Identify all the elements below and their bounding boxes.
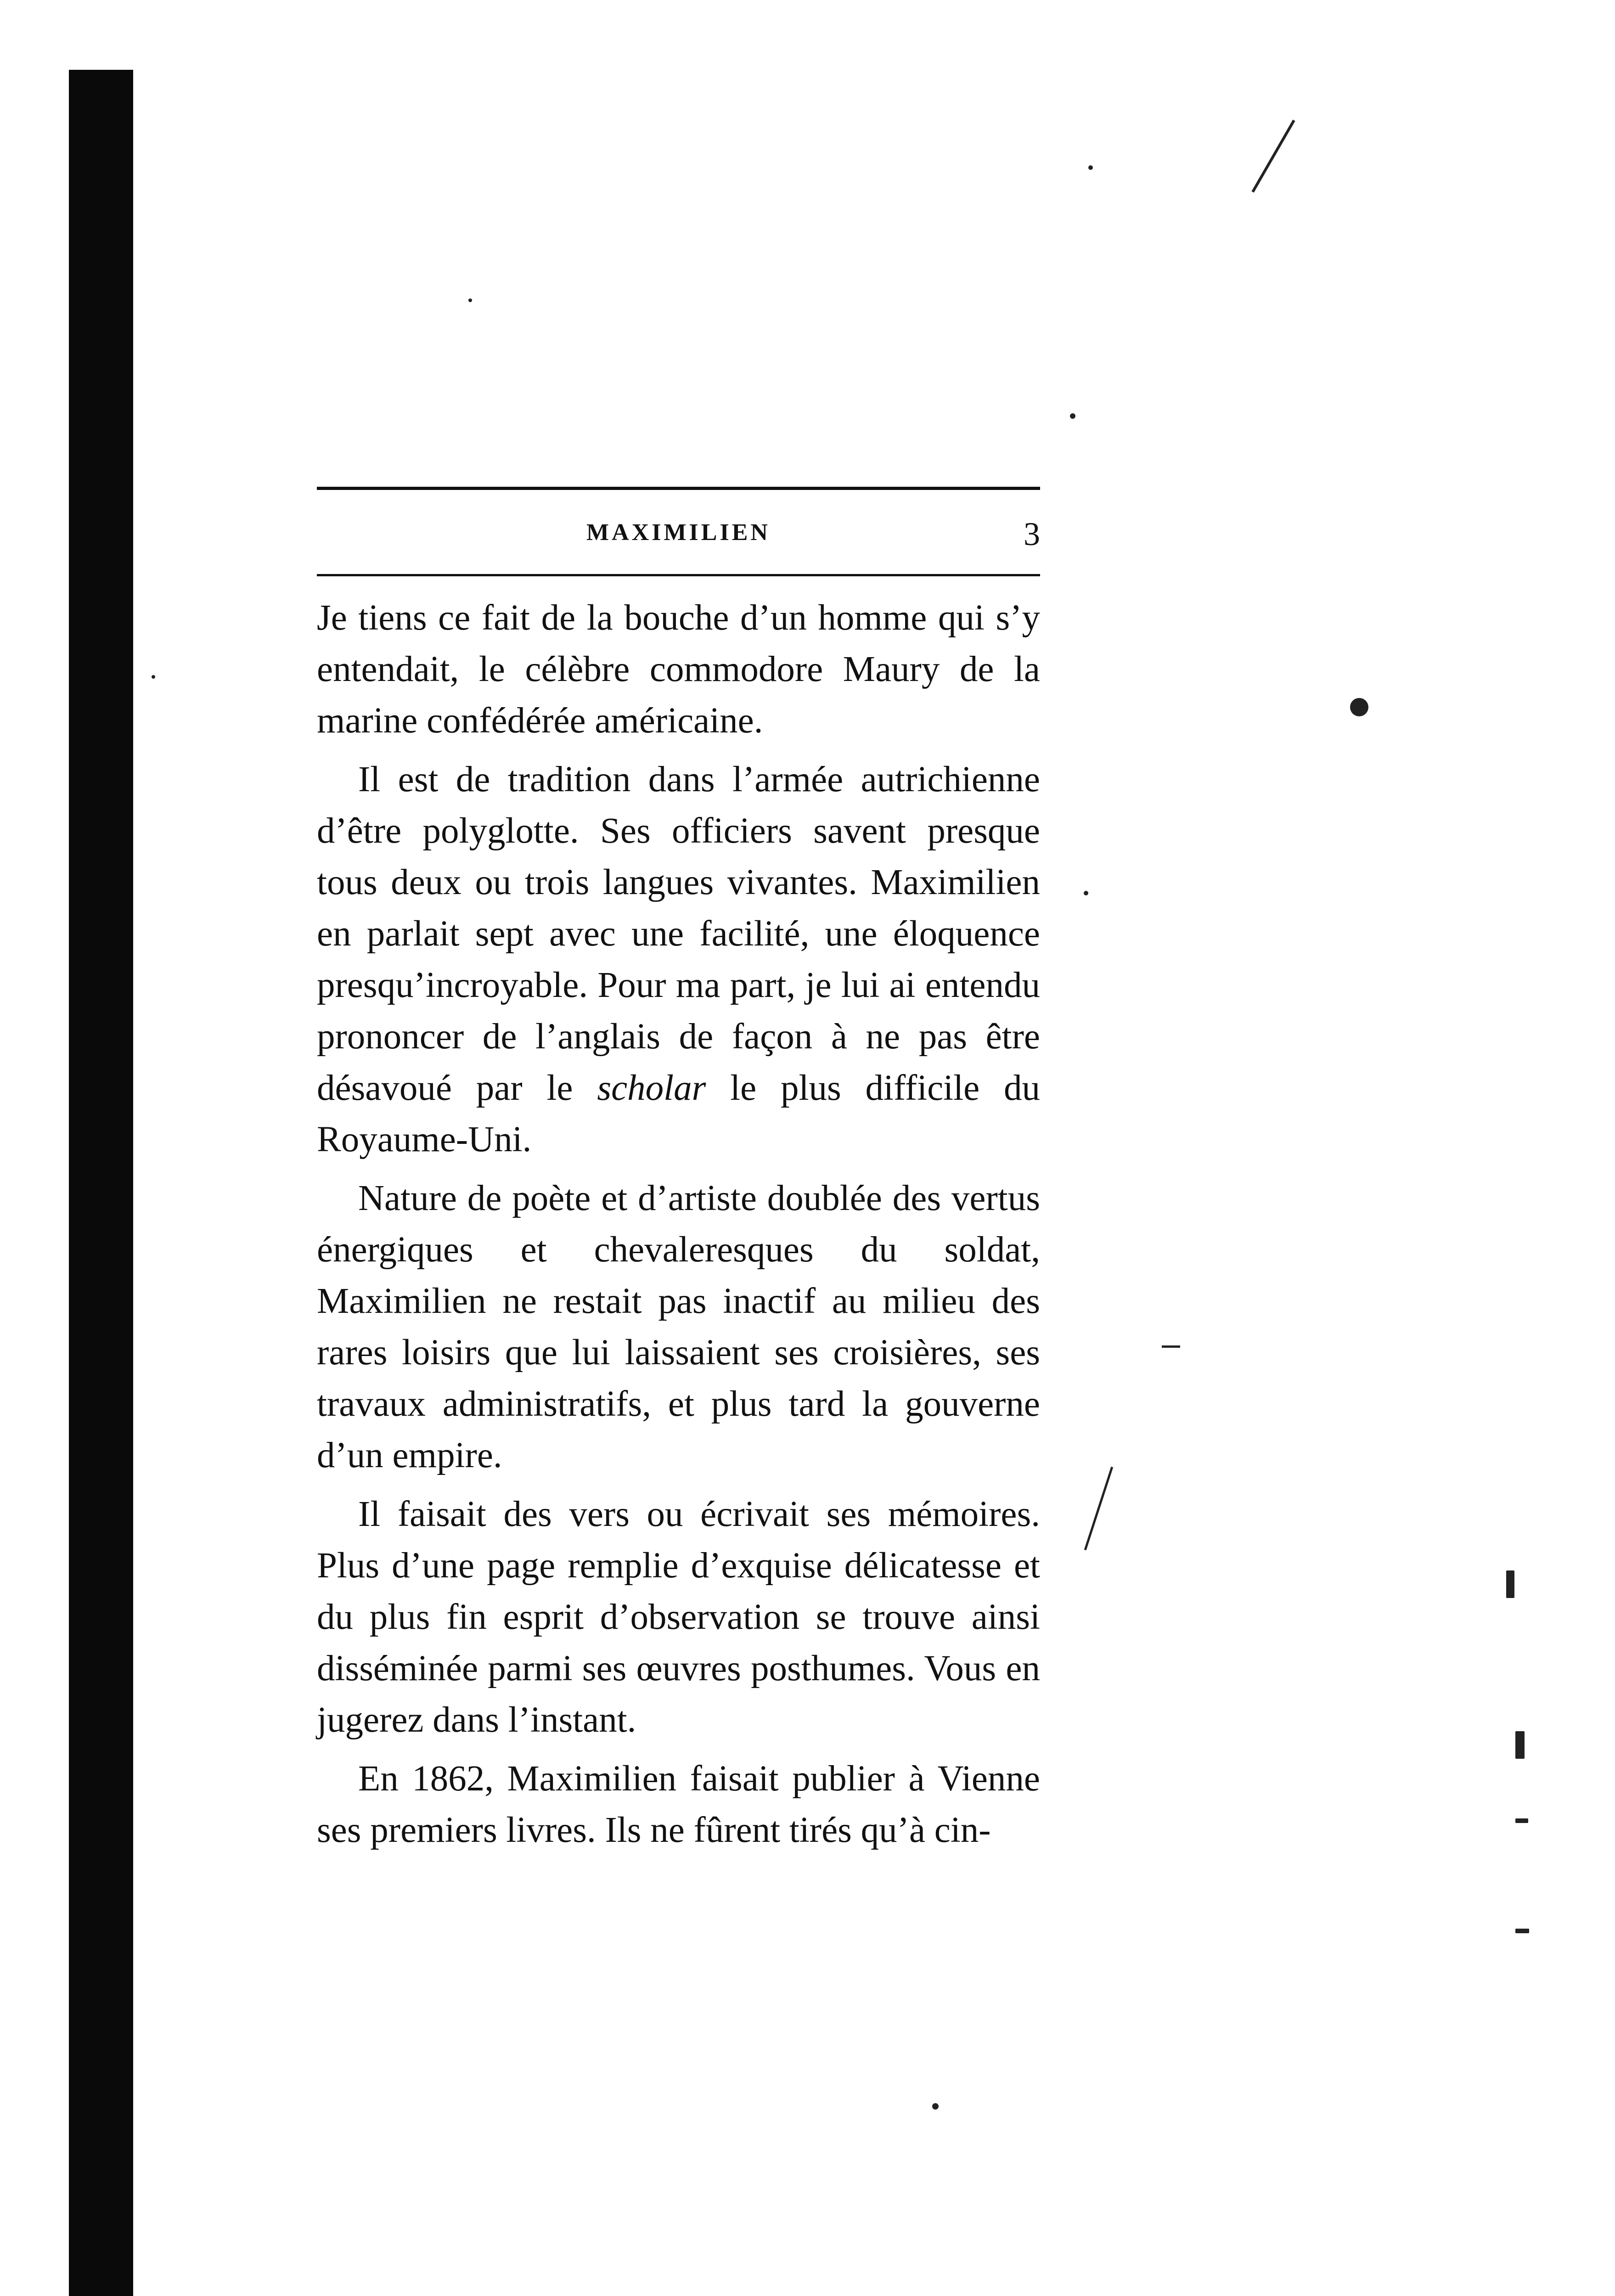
page-header: [317, 487, 1040, 579]
scan-speck: [1088, 165, 1093, 170]
paragraph: Je tiens ce fait de la bouche d’un homme qui s’y entendait, le célèbre commodore Maury de la marine confédérée américaine.: [317, 598, 1040, 741]
paragraph: Nature de poète et d’artiste doublée des vertus énergiques et chevaleresques du soldat, Maximilien ne restait pas inactif au milieu des rares loisirs que lui laissaient ses croisières, ses travaux administratifs, et plus tard la gouverne d’un empire.: [317, 1178, 1040, 1475]
paragraph: Il est de tradition dans l’armée autrichienne d’être polyglotte. Ses officiers savent presque tous deux ou trois langues vivantes. Maximilien en parlait sept avec une facilité, une éloquence presqu’incroyable. Pour ma part, je lui ai entendu prononcer de l’anglais de façon à ne pas être désavoué par le scholar le plus difficile du Royaume-Uni.: [317, 760, 1040, 1159]
scan-speck: [468, 298, 472, 302]
header-rule-top: [317, 487, 1040, 490]
header-rule-bottom: [317, 574, 1040, 576]
scan-speck: [1515, 1929, 1529, 1933]
scan-speck: [152, 675, 155, 679]
body-text: [317, 592, 1040, 1863]
scan-speck: [1070, 413, 1075, 419]
scan-stroke: [1084, 1467, 1113, 1550]
scan-speck: [1515, 1731, 1525, 1759]
binding-edge: [69, 70, 133, 2296]
scan-speck: [932, 2103, 939, 2110]
scan-stroke: [1251, 120, 1295, 193]
page-number: 3: [1024, 516, 1040, 552]
scan-speck: [1515, 1818, 1528, 1823]
scan-stroke: [1162, 1345, 1180, 1348]
italic-term: scholar: [597, 1068, 706, 1108]
scan-speck: [1084, 891, 1088, 895]
scan-speck: [1350, 698, 1368, 716]
paragraph: En 1862, Maximilien faisait publier à Vienne ses premiers livres. Ils ne fûrent tirés qu’à cin-: [317, 1759, 1040, 1850]
scan-speck: [1506, 1570, 1514, 1598]
paragraph: Il faisait des vers ou écrivait ses mémoires. Plus d’une page remplie d’exquise délicatesse et du plus fin esprit d’observation se trouve ainsi disséminée parmi ses œuvres posthumes. Vous en jugerez dans l’instant.: [317, 1494, 1040, 1740]
running-title: MAXIMILIEN: [586, 519, 771, 546]
